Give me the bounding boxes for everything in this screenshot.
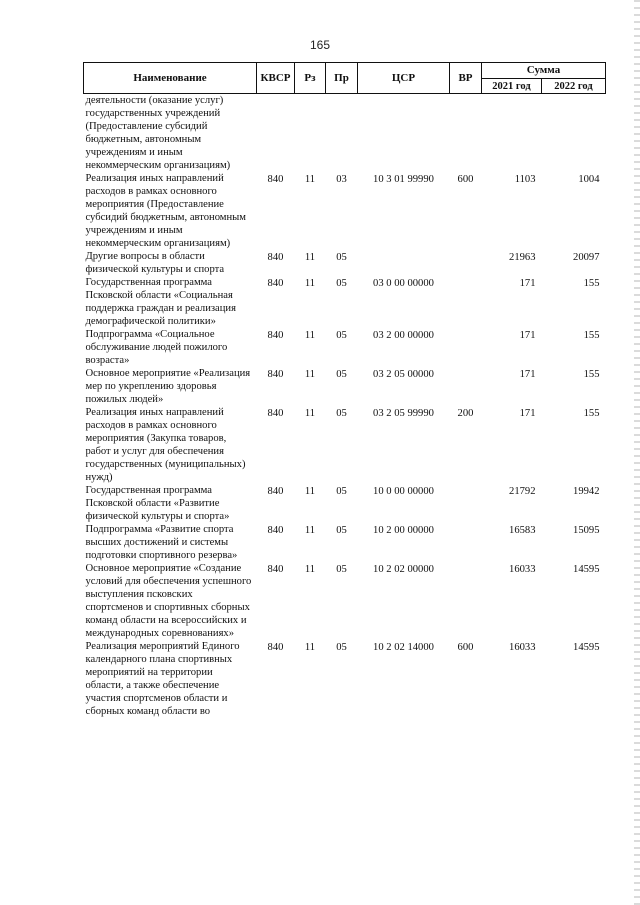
header-pr: Пр (326, 63, 358, 94)
cell-name: Подпрограмма «Социальное обслуживание людей пожилого возраста» (85, 329, 228, 366)
table-row (84, 367, 606, 406)
cell-kvsr: 840 (267, 525, 284, 536)
header-year-2022: 2022 год (542, 79, 606, 94)
cell-sum-2021: 171 (519, 369, 536, 380)
cell-name: Основное мероприятие «Реализация мер по укреплению здоровья пожилых людей» (85, 368, 251, 405)
cell-vr (450, 484, 482, 523)
cell-csr: 10 3 01 99990 (373, 174, 434, 185)
cell-pr: 05 (336, 330, 347, 341)
cell-sum-2022: 20097 (573, 252, 600, 263)
cell-sum-2022: 155 (583, 408, 600, 419)
cell-sum-2022: 19942 (573, 486, 600, 497)
table-row (84, 640, 606, 718)
cell-vr (450, 328, 482, 367)
cell-rz (295, 94, 326, 173)
header-rz: Рз (295, 63, 326, 94)
cell-pr: 05 (336, 564, 347, 575)
cell-rz: 11 (304, 174, 316, 185)
header-vr: ВР (450, 63, 482, 94)
cell-vr (450, 250, 482, 276)
cell-rz: 11 (304, 330, 316, 341)
cell-kvsr: 840 (267, 642, 284, 653)
cell-sum-2021: 171 (519, 330, 536, 341)
cell-kvsr: 840 (267, 174, 284, 185)
cell-rz: 11 (304, 369, 316, 380)
cell-vr (450, 276, 482, 328)
page-number: 165 (309, 38, 331, 52)
cell-kvsr: 840 (267, 408, 284, 419)
cell-name: Реализация иных направлений расходов в рамках основного мероприятия (Предоставление субсидий бюджетным, автономным учреждениям и иным некоммерческим организациям) (85, 173, 246, 249)
cell-csr: 10 2 02 14000 (373, 642, 434, 653)
cell-sum-2022: 155 (583, 369, 600, 380)
table-row (84, 562, 606, 640)
cell-sum-2021: 21963 (509, 252, 536, 263)
cell-sum-2022: 155 (583, 330, 600, 341)
cell-rz: 11 (304, 278, 316, 289)
cell-kvsr: 840 (267, 486, 284, 497)
cell-csr: 03 0 00 00000 (373, 278, 434, 289)
table-row (84, 406, 606, 484)
table-row (84, 276, 606, 328)
header-year-2021: 2021 год (482, 79, 542, 94)
cell-kvsr: 840 (267, 330, 284, 341)
table-row (84, 94, 606, 173)
cell-sum-2021: 16583 (509, 525, 536, 536)
cell-sum-2021: 16033 (509, 564, 536, 575)
cell-sum-2021: 171 (519, 278, 536, 289)
cell-vr (450, 562, 482, 640)
cell-pr (326, 94, 358, 173)
cell-kvsr (257, 94, 295, 173)
cell-name: Государственная программа Псковской области «Социальная поддержка граждан и реализация демографической политики» (85, 277, 236, 327)
table-row (84, 328, 606, 367)
table-row (84, 250, 606, 276)
budget-table (83, 62, 606, 718)
cell-csr: 10 2 02 00000 (373, 564, 434, 575)
cell-sum-2022 (542, 94, 606, 173)
cell-rz: 11 (304, 252, 316, 263)
header-csr: ЦСР (358, 63, 450, 94)
cell-csr (358, 250, 450, 276)
cell-sum-2022: 14595 (573, 642, 600, 653)
cell-sum-2022: 1004 (578, 174, 600, 185)
cell-csr: 03 2 00 00000 (373, 330, 434, 341)
table-body (84, 94, 606, 719)
table-row (84, 484, 606, 523)
cell-pr: 05 (336, 369, 347, 380)
cell-sum-2022: 155 (583, 278, 600, 289)
cell-name: Другие вопросы в области физической культуры и спорта (85, 251, 225, 275)
cell-vr (450, 94, 482, 173)
cell-rz: 11 (304, 525, 316, 536)
cell-vr: 200 (457, 408, 474, 419)
cell-pr: 05 (336, 486, 347, 497)
table-header (84, 63, 606, 94)
scan-edge-artifact (634, 0, 640, 905)
cell-name: Государственная программа Псковской области «Развитие физической культуры и спорта» (85, 485, 230, 522)
cell-csr: 10 2 00 00000 (373, 525, 434, 536)
cell-sum-2021 (482, 94, 542, 173)
cell-rz: 11 (304, 486, 316, 497)
cell-vr: 600 (457, 642, 474, 653)
cell-vr (450, 523, 482, 562)
header-sum: Сумма (482, 63, 606, 79)
cell-pr: 03 (336, 174, 347, 185)
cell-sum-2021: 1103 (514, 174, 536, 185)
cell-kvsr: 840 (267, 564, 284, 575)
cell-name: Реализация мероприятий Единого календарного плана спортивных мероприятий на территории области, а также обеспечение участия спортсменов области и сборных команд области во (85, 641, 240, 717)
cell-sum-2021: 21792 (509, 486, 536, 497)
header-name: Наименование (84, 63, 257, 94)
cell-csr: 10 0 00 00000 (373, 486, 434, 497)
cell-sum-2022: 15095 (573, 525, 600, 536)
cell-rz: 11 (304, 564, 316, 575)
cell-pr: 05 (336, 408, 347, 419)
header-kvsr: КВСР (257, 63, 295, 94)
budget-table-container (83, 62, 605, 718)
cell-sum-2021: 16033 (509, 642, 536, 653)
cell-sum-2022: 14595 (573, 564, 600, 575)
cell-vr (450, 367, 482, 406)
cell-pr: 05 (336, 278, 347, 289)
cell-csr: 03 2 05 00000 (373, 369, 434, 380)
cell-name: Подпрограмма «Развитие спорта высших достижений и системы подготовки спортивного резерва» (85, 524, 238, 561)
cell-rz: 11 (304, 408, 316, 419)
cell-kvsr: 840 (267, 252, 284, 263)
cell-vr: 600 (457, 174, 474, 185)
table-row (84, 172, 606, 250)
cell-csr (358, 94, 450, 173)
cell-sum-2021: 171 (519, 408, 536, 419)
cell-rz: 11 (304, 642, 316, 653)
cell-csr: 03 2 05 99990 (373, 408, 434, 419)
cell-pr: 05 (336, 525, 347, 536)
cell-name: Реализация иных направлений расходов в рамках основного мероприятия (Закупка товаров, работ и услуг для обеспечения государственных (муниципальных) нужд) (85, 407, 246, 483)
cell-pr: 05 (336, 642, 347, 653)
cell-name: Основное мероприятие «Создание условий для обеспечения успешного выступления псковских спортсменов и спортивных сборных команд области на всероссийских и международных соревнованиях» (85, 563, 252, 639)
cell-kvsr: 840 (267, 369, 284, 380)
cell-kvsr: 840 (267, 278, 284, 289)
cell-pr: 05 (336, 252, 347, 263)
table-row (84, 523, 606, 562)
cell-name: деятельности (оказание услуг) государственных учреждений (Предоставление субсидий бюджетным, автономным учреждениям и иным некоммерческим организациям) (85, 95, 231, 171)
